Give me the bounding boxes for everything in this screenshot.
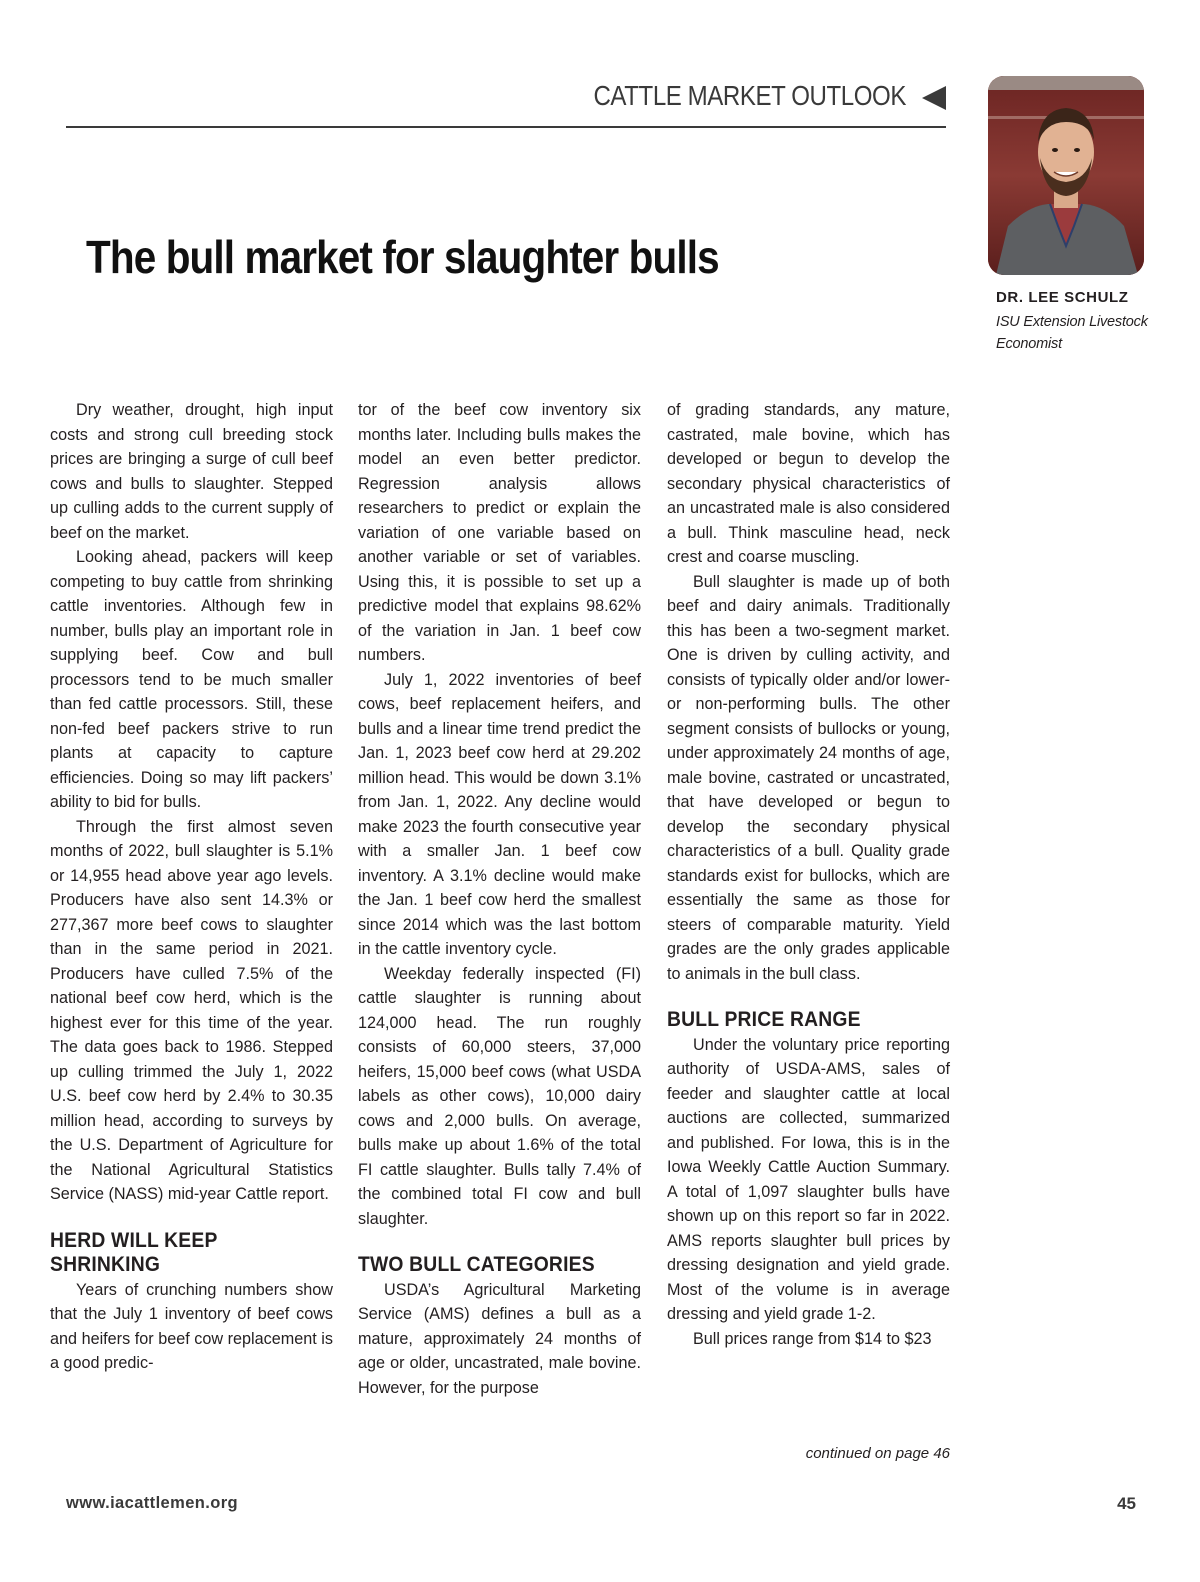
subheading-two-bull-categories: TWO BULL CATEGORIES [358, 1253, 595, 1276]
paragraph: Weekday federally inspected (FI) cattle slaughter is running about 124,000 head. The run roughly consists of 60,000 steers, 37,000 heifers, 15,000 beef cows (what USDA labels as other cows), 10,000 dairy cows and 2,000 bulls. On average, bulls make up about 1.6% of the total FI cattle slaughter. Bulls tally 7.4% of the combined total FI cow and bull slaughter. [358, 964, 641, 1228]
article-column-3 [667, 398, 950, 1351]
paragraph: Years of crunching numbers show that the July 1 inventory of beef cows and heifers for beef cow replacement is a good predic- [50, 1280, 333, 1372]
paragraph: Under the voluntary price reporting authority of USDA-AMS, sales of feeder and slaughter cattle at local auctions are collected, summarized and published. For Iowa, this is in the Iowa Weekly Cattle Auction Summary. A total of 1,097 slaughter bulls have shown up on this report so far in 2022. AMS reports slaughter bull prices by dressing designation and yield grade. Most of the volume is in average dressing and yield grade 1-2. [667, 1035, 950, 1323]
footer-url[interactable]: www.iacattlemen.org [66, 1494, 239, 1512]
triangle-left-icon [920, 84, 948, 112]
article-headline: The bull market for slaughter bulls [86, 231, 719, 283]
page-number: 45 [1117, 1494, 1136, 1513]
paragraph: Through the first almost seven months of 2022, bull slaughter is 5.1% or 14,955 head above year ago levels. Producers have also sent 14.3% or 277,367 more beef cows to slaughter than in the same period in 2021. Producers have culled 7.5% of the national beef cow herd, which is the highest ever for this time of the year. The data goes back to 1986. Stepped up culling trimmed the July 1, 2022 U.S. beef cow herd by 2.4% to 30.35 million head, according to surveys by the U.S. Department of Agriculture for the National Agricultural Statistics Service (NASS) mid-year Cattle report. [50, 817, 333, 1203]
subheading-bull-price-range: BULL PRICE RANGE [667, 1008, 861, 1031]
continued-note: continued on page 46 [805, 1445, 950, 1462]
author-photo [988, 76, 1144, 275]
paragraph: tor of the beef cow inventory six months later. Including bulls makes the model an even better predictor. Regression analysis allows researchers to predict or explain the variation of one variable based on another variable or set of variables. Using this, it is possible to set up a predictive model that explains 98.62% of the variation in Jan. 1 beef cow numbers. [358, 401, 641, 664]
paragraph: of grading standards, any mature, castrated, male bovine, which has developed or begun to develop the secondary physical characteristics of an uncastrated male is also considered a bull. Think masculine head, neck crest and coarse muscling. [667, 401, 950, 566]
paragraph: USDA’s Agricultural Marketing Service (AMS) defines a bull as a mature, approximately 24 months of age or older, uncastrated, male bovine. However, for the purpose [358, 1280, 641, 1397]
article-column-2 [358, 398, 641, 1400]
article-column-1 [50, 398, 333, 1376]
author-role: ISU Extension Livestock Economist [996, 314, 1148, 352]
subheading-herd-will-keep-shrinking: HERD WILL KEEP SHRINKING [50, 1228, 218, 1276]
author-name: DR. LEE SCHULZ [996, 289, 1129, 306]
paragraph: Dry weather, drought, high input costs and strong cull breeding stock prices are bringing a surge of cull beef cows and bulls to slaughter. Stepped up culling adds to the current supply of beef on the market. [50, 401, 333, 542]
paragraph: Bull slaughter is made up of both beef and dairy animals. Traditionally this has been a two-segment market. One is driven by culling activity, and consists of typically older and/or lower- or non-performing bulls. The other segment consists of bullocks or young, under approximately 24 months of age, male bovine, castrated or uncastrated, that have developed or begun to develop the secondary physical characteristics of a bull. Quality grade standards exist for bullocks, which are essentially the same as those for steers of comparable maturity. Yield grades are the only grades applicable to animals in the bull class. [667, 572, 950, 983]
paragraph: Bull prices range from $14 to $23 [693, 1329, 932, 1348]
paragraph: July 1, 2022 inventories of beef cows, beef replacement heifers, and bulls and a linear time trend predict the Jan. 1, 2023 beef cow herd at 29.202 million head. This would be down 3.1% from Jan. 1, 2022. Any decline would make 2023 the fourth consecutive year with a smaller Jan. 1 beef cow inventory. A 3.1% decline would make the Jan. 1 beef cow herd the smallest since 2014 which was the last bottom in the cattle inventory cycle. [358, 670, 641, 958]
header-rule [66, 126, 946, 128]
paragraph: Looking ahead, packers will keep competing to buy cattle from shrinking cattle inventories. Although few in number, bulls play an important role in supplying beef. Cow and bull processors tend to be much smaller than fed cattle processors. Still, these non-fed beef packers strive to run plants at capacity to capture efficiencies. Doing so may lift packers’ ability to bid for bulls. [50, 548, 333, 811]
section-label: CATTLE MARKET OUTLOOK [593, 80, 906, 111]
